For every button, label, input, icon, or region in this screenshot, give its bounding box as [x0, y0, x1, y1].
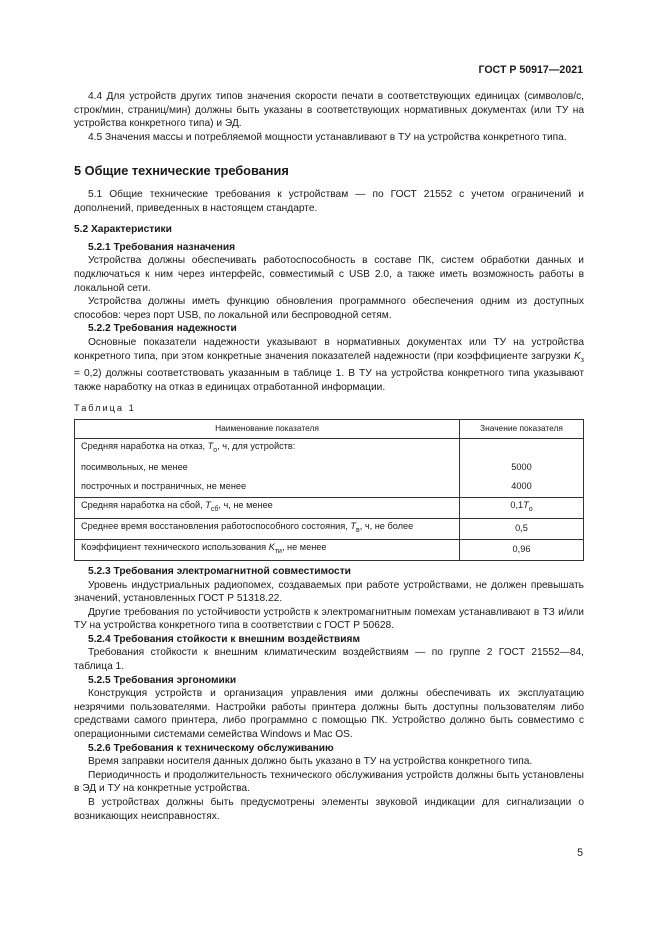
row-symbol-sub: в — [356, 527, 360, 535]
row-symbol: T — [350, 521, 356, 532]
row-label-text: Средняя наработка на сбой, — [81, 500, 206, 511]
paragraph-5-2-2-part-a: Основные показатели надежности указывают в нормативных документах или ТУ на устройства конкретного типа, при этом конкретные значения показателей надежности (при коэффициенте загрузки — [74, 336, 584, 362]
table-row — [75, 518, 584, 539]
paragraph-5-2-2 — [74, 336, 584, 394]
table-row — [75, 539, 584, 560]
paragraph-5-2-4: Требования стойкости к внешним климатическим воздействиям — по группе 2 ГОСТ 21552—84, таблица 1. — [74, 647, 584, 673]
table-cell-value: 5000 — [460, 458, 584, 477]
column-header-name: Наименование показателя — [75, 419, 460, 438]
table-cell-value — [460, 497, 584, 518]
table-cell-value: 0,5 — [460, 518, 584, 539]
reliability-table — [74, 419, 584, 561]
paragraph-5-2-1-b: Устройства должны иметь функцию обновления программного обеспечения одним из доступных способов: через порт USB, по локальной или беспроводной сетям. — [74, 296, 584, 321]
symbol-k-sub: з — [580, 356, 584, 364]
paragraph-5-1: 5.1 Общие технические требования к устройствам — по ГОСТ 21552 с учетом ограничений и дополнений, приведенных в настоящем стандарте. — [74, 188, 584, 214]
row-label-text: Среднее время восстановления работоспособного состояния, — [81, 521, 351, 532]
row-label-tail: , ч, не менее — [218, 500, 273, 511]
symbol-k: K — [573, 350, 581, 362]
row-symbol: T — [205, 500, 211, 511]
standard-header: ГОСТ Р 50917—2021 — [478, 64, 583, 76]
row-label-tail: , ч, для устройств: — [217, 440, 296, 451]
paragraph-5-2-5: Конструкция устройств и организация управления ими должны обеспечивать их эксплуатацию незрячими пользователями. Настройки работы принтера должны быть доступны пользователям либо средствами самого принтера, либо программно с помощью ПК. Устройство должно быть совместимо с операционными системами семейства Windows и Mac OS. — [74, 688, 584, 741]
row-symbol-sub: сб — [210, 506, 219, 514]
table-header-row — [75, 419, 584, 438]
table-cell-value: 4000 — [460, 477, 584, 498]
table-caption: Таблица 1 — [74, 403, 136, 414]
table-row — [75, 497, 584, 518]
section-5-2-2-heading: 5.2.2 Требования надежности — [88, 323, 237, 335]
section-5-2-heading: 5.2 Характеристики — [74, 224, 172, 236]
value-number: 0,1 — [510, 500, 524, 511]
column-header-value: Значение показателя — [460, 419, 584, 438]
table-cell-label — [75, 438, 460, 458]
row-symbol: K — [268, 542, 275, 553]
paragraph-5-2-1-a: Устройства должны обеспечивать работоспособность в составе ПК, систем обработки данных и подключаться к ним через интерфейс, совместимый с USB 2.0, а также иметь возможность работы в локальной сети. — [74, 255, 584, 294]
section-5-2-5-heading: 5.2.5 Требования эргономики — [88, 674, 237, 686]
paragraph-5-2-6-b: Периодичность и продолжительность технического обслуживания устройств должны быть установлены в ЭД и ТУ на конкретные устройства. — [74, 769, 584, 795]
paragraph-5-2-3-a: Уровень индустриальных радиопомех, создаваемых при работе устройствами, не должен превышать значений, установленных ГОСТ Р 51318.22. — [74, 579, 584, 605]
table-row — [75, 477, 584, 498]
table-cell-label: посимвольных, не менее — [75, 458, 460, 477]
table-cell-value — [460, 438, 584, 458]
section-5-heading: 5 Общие технические требования — [74, 163, 289, 179]
paragraph-4-4: 4.4 Для устройств других типов значения скорости печати в соответствующих единицах (символов/с, строк/мин, страниц/мин) должны быть указаны в соответствующих нормативных документах (или ТУ на устройства конкретного типа) и ЭД. — [74, 91, 584, 130]
paragraph-5-2-6-a: Время заправки носителя данных должно быть указано в ТУ на устройства конкретного типа. — [88, 756, 533, 768]
value-symbol: T — [523, 500, 529, 511]
section-5-2-6-heading: 5.2.6 Требования к техническому обслуживанию — [88, 742, 334, 754]
section-5-2-1-heading: 5.2.1 Требования назначения — [88, 241, 236, 253]
table-row — [75, 458, 584, 477]
table-cell-label — [75, 497, 460, 518]
row-label-tail: , ч, не более — [359, 521, 414, 532]
section-5-2-4-heading: 5.2.4 Требования стойкости к внешним воздействиям — [88, 633, 361, 645]
paragraph-5-2-2-part-b: = 0,2) должны соответствовать указанным в таблице 1. В ТУ на устройства конкретного типа указывают также наработку на отказ в единицах отработанной информации. — [74, 368, 584, 393]
section-5-2-3-heading: 5.2.3 Требования электромагнитной совместимости — [88, 565, 351, 577]
row-label-text: Средняя наработка на отказ, — [81, 440, 208, 451]
page-number: 5 — [577, 847, 583, 859]
page-content — [74, 90, 584, 823]
paragraph-5-2-3-b: Другие требования по устойчивости устройств к электромагнитным помехам устанавливают в ТЗ и/или ТУ на устройства конкретного типа в соответствии с ГОСТ Р 50628. — [74, 606, 584, 632]
table-cell-label — [75, 539, 460, 560]
table-cell-label: построчных и постраничных, не менее — [75, 477, 460, 498]
row-label-text: Коэффициент технического использования — [81, 542, 269, 553]
paragraph-5-2-6-c: В устройствах должны быть предусмотрены элементы звуковой индикации для сигнализации о возникающих неисправностях. — [74, 797, 584, 822]
row-label-tail: , не менее — [281, 542, 327, 553]
table-row — [75, 438, 584, 458]
paragraph-4-5: 4.5 Значения массы и потребляемой мощности устанавливают в ТУ на устройства конкретного типа. — [88, 131, 567, 143]
row-symbol: T — [207, 440, 214, 451]
table-cell-value: 0,96 — [460, 539, 584, 560]
row-symbol-sub: ти — [274, 548, 282, 556]
row-symbol-sub: о — [213, 446, 218, 454]
table-cell-label — [75, 518, 460, 539]
value-symbol-sub: о — [528, 506, 533, 514]
